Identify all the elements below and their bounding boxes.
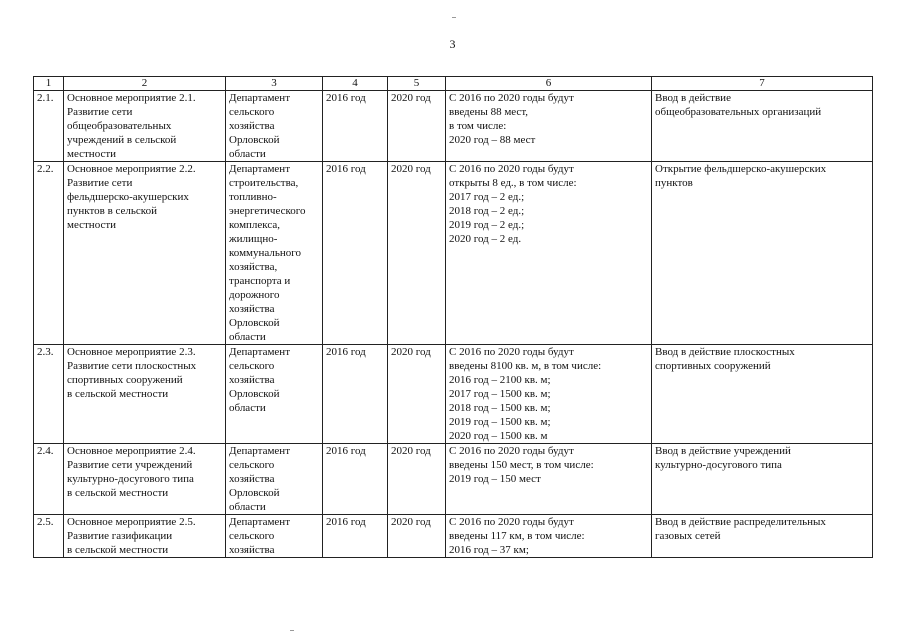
executor-cell-line: строительства, [229,177,299,189]
result-cell-line: 2017 год – 1500 кв. м; [449,388,551,400]
page-number: 3 [449,37,456,51]
start-year-cell: 2016 год [323,515,388,558]
result-cell-line: С 2016 по 2020 годы будут [449,92,574,104]
table-body [34,91,873,558]
column-header: 1 [34,77,64,91]
event-cell-line: в сельской местности [67,388,169,400]
start-year-cell: 2016 год [323,91,388,162]
result-cell [446,515,652,558]
column-header: 7 [652,77,873,91]
event-cell-line: пунктов в сельской [67,205,157,217]
event-cell [64,91,226,162]
scan-artifact [452,17,456,18]
result-cell-line: введены 117 км, в том числе: [449,530,585,542]
result-cell [446,162,652,345]
end-year-cell: 2020 год [388,162,446,345]
result-cell-line: 2017 год – 2 ед.; [449,191,525,203]
row-number: 2.3. [34,345,64,444]
result-cell-line: в том числе: [449,120,507,132]
executor-cell-line: хозяйства [229,544,275,556]
indicator-cell-line: Ввод в действие учреждений [655,445,791,457]
result-cell [446,345,652,444]
indicator-cell-line: общеобразовательных организаций [655,106,822,118]
row-number: 2.2. [34,162,64,345]
event-cell-line: в сельской местности [67,544,169,556]
indicator-cell [652,444,873,515]
indicator-cell [652,91,873,162]
event-cell-line: Основное мероприятие 2.3. [67,346,196,358]
column-header: 3 [226,77,323,91]
table-row [34,345,873,444]
result-cell-line: С 2016 по 2020 годы будут [449,516,574,528]
start-year-cell: 2016 год [323,162,388,345]
executor-cell-line: хозяйства [229,303,275,315]
executor-cell-line: Департамент [229,445,291,457]
event-cell-line: Развитие сети плоскостных [67,360,197,372]
executor-cell-line: хозяйства [229,120,275,132]
row-number: 2.1. [34,91,64,162]
executor-cell-line: сельского [229,106,275,118]
table-row [34,444,873,515]
event-cell-line: Развитие газификации [67,530,173,542]
row-number: 2.4. [34,444,64,515]
event-cell-line: культурно-досугового типа [67,473,194,485]
result-cell-line: 2019 год – 2 ед.; [449,219,525,231]
column-header: 2 [64,77,226,91]
executor-cell-line: сельского [229,459,275,471]
executor-cell-line: области [229,501,266,513]
event-cell [64,162,226,345]
executor-cell [226,515,323,558]
executor-cell-line: области [229,331,266,343]
event-cell-line: Развитие сети [67,177,133,189]
end-year-cell: 2020 год [388,345,446,444]
result-cell-line: 2019 год – 1500 кв. м; [449,416,551,428]
header-row [34,77,873,91]
event-cell-line: Основное мероприятие 2.4. [67,445,196,457]
table-row [34,162,873,345]
executor-cell-line: Департамент [229,516,291,528]
executor-cell-line: жилищно- [229,233,278,245]
indicator-cell-line: культурно-досугового типа [655,459,782,471]
executor-cell [226,162,323,345]
scan-artifact [290,630,294,631]
executor-cell-line: хозяйства [229,374,275,386]
executor-cell-line: дорожного [229,289,280,301]
end-year-cell: 2020 год [388,91,446,162]
result-cell-line: введены 150 мест, в том числе: [449,459,594,471]
result-cell-line: С 2016 по 2020 годы будут [449,346,574,358]
result-cell-line: 2016 год – 2100 кв. м; [449,374,551,386]
event-cell-line: Основное мероприятие 2.2. [67,163,196,175]
executor-cell [226,444,323,515]
result-cell [446,444,652,515]
executor-cell-line: Орловской [229,388,280,400]
indicator-cell-line: Ввод в действие распределительных [655,516,826,528]
executor-cell-line: Орловской [229,317,280,329]
executor-cell-line: хозяйства [229,473,275,485]
result-cell-line: 2020 год – 1500 кв. м [449,430,548,442]
executor-cell [226,91,323,162]
event-cell-line: фельдшерско-акушерских [67,191,189,203]
start-year-cell: 2016 год [323,345,388,444]
executor-cell-line: топливно- [229,191,277,203]
event-cell [64,515,226,558]
executor-cell-line: хозяйства, [229,261,278,273]
event-cell-line: общеобразовательных [67,120,172,132]
result-cell-line: введены 8100 кв. м, в том числе: [449,360,602,372]
executor-cell-line: энергетического [229,205,306,217]
column-header: 5 [388,77,446,91]
event-cell-line: Основное мероприятие 2.1. [67,92,196,104]
table-row [34,515,873,558]
executor-cell-line: Департамент [229,92,291,104]
executor-cell-line: области [229,402,266,414]
executor-cell-line: сельского [229,530,275,542]
event-cell-line: в сельской местности [67,487,169,499]
indicator-cell [652,162,873,345]
result-cell-line: открыты 8 ед., в том числе: [449,177,577,189]
executor-cell-line: сельского [229,360,275,372]
event-cell-line: местности [67,219,117,231]
executor-cell-line: коммунального [229,247,301,259]
result-cell-line: 2019 год – 150 мест [449,473,541,485]
row-number: 2.5. [34,515,64,558]
end-year-cell: 2020 год [388,444,446,515]
executor-cell-line: Орловской [229,487,280,499]
result-cell-line: 2018 год – 1500 кв. м; [449,402,551,414]
table-row [34,91,873,162]
indicator-cell [652,515,873,558]
executor-cell-line: области [229,148,266,160]
event-cell-line: Развитие сети [67,106,133,118]
executor-cell-line: Орловской [229,134,280,146]
event-cell-line: Основное мероприятие 2.5. [67,516,196,528]
start-year-cell: 2016 год [323,444,388,515]
result-cell-line: введены 88 мест, [449,106,529,118]
result-cell-line: 2016 год – 37 км; [449,544,529,556]
result-cell-line: 2020 год – 2 ед. [449,233,522,245]
executor-cell [226,345,323,444]
column-header: 6 [446,77,652,91]
event-cell-line: местности [67,148,117,160]
result-cell-line: С 2016 по 2020 годы будут [449,445,574,457]
executor-cell-line: Департамент [229,163,291,175]
indicator-cell-line: газовых сетей [655,530,721,542]
end-year-cell: 2020 год [388,515,446,558]
event-cell-line: учреждений в сельской [67,134,177,146]
executor-cell-line: комплекса, [229,219,281,231]
indicator-cell-line: спортивных сооружений [655,360,771,372]
result-cell-line: 2018 год – 2 ед.; [449,205,525,217]
result-cell-line: С 2016 по 2020 годы будут [449,163,574,175]
executor-cell-line: Департамент [229,346,291,358]
indicator-cell-line: Открытие фельдшерско-акушерских [655,163,827,175]
indicator-cell [652,345,873,444]
result-cell-line: 2020 год – 88 мест [449,134,536,146]
activities-table [33,76,873,558]
column-header: 4 [323,77,388,91]
indicator-cell-line: Ввод в действие [655,92,731,104]
result-cell [446,91,652,162]
indicator-cell-line: пунктов [655,177,693,189]
event-cell [64,345,226,444]
event-cell-line: спортивных сооружений [67,374,183,386]
event-cell [64,444,226,515]
event-cell-line: Развитие сети учреждений [67,459,193,471]
executor-cell-line: транспорта и [229,275,291,287]
indicator-cell-line: Ввод в действие плоскостных [655,346,795,358]
